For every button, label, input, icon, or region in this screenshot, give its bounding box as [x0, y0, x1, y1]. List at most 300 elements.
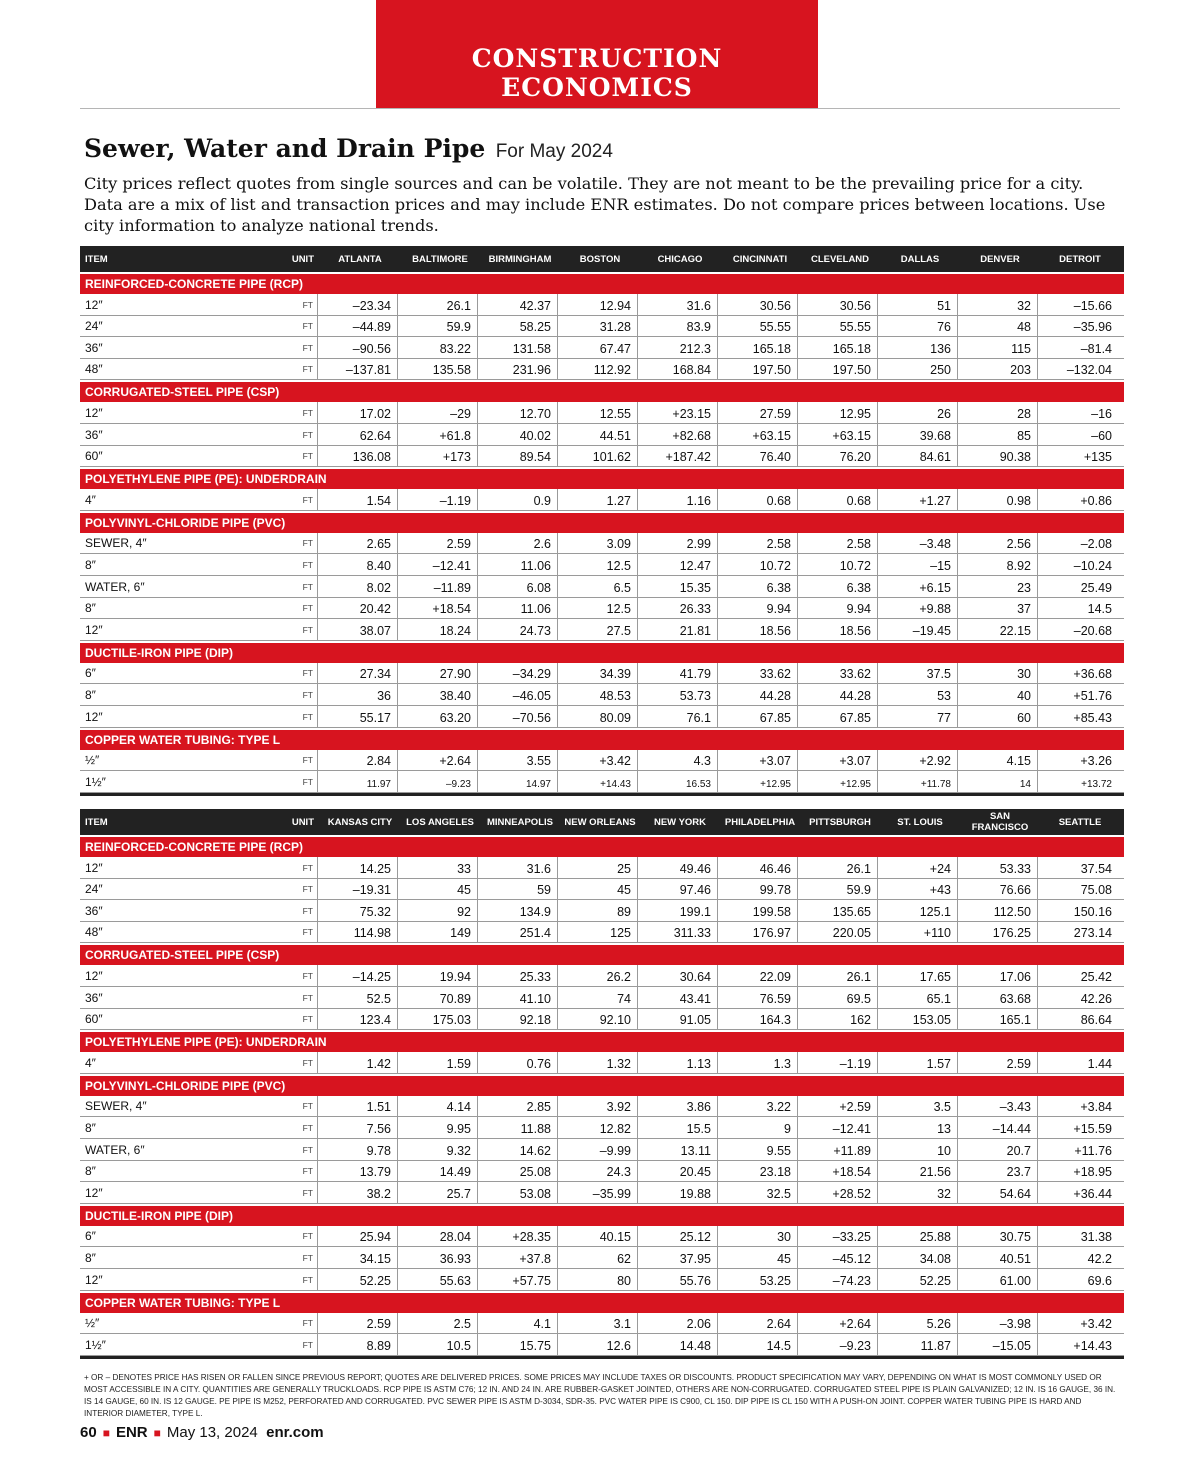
price-cell: 75.32 — [318, 900, 398, 921]
row-item: 8″ — [85, 687, 96, 702]
table-row — [80, 1139, 1124, 1161]
price-cell: 49.46 — [638, 857, 718, 878]
price-cell: 14.25 — [318, 857, 398, 878]
price-cell: 11.97 — [318, 771, 398, 792]
row-unit: FT — [280, 359, 318, 380]
price-cell: 9.55 — [718, 1139, 798, 1160]
price-cell: –1.19 — [398, 489, 478, 510]
price-cell: 19.94 — [398, 965, 478, 986]
price-cell: 65.1 — [878, 987, 958, 1008]
price-cell: 0.68 — [718, 489, 798, 510]
table-row — [80, 1009, 1124, 1031]
price-cell: 63.68 — [958, 987, 1038, 1008]
article-heading — [84, 134, 613, 163]
section-heading: COPPER WATER TUBING: TYPE L — [80, 1291, 1124, 1313]
price-cell: 175.03 — [398, 1009, 478, 1030]
price-cell: –15.66 — [1073, 298, 1112, 313]
price-cell: 12.6 — [558, 1334, 638, 1355]
price-cell: 59.9 — [798, 879, 878, 900]
price-cell: 23 — [958, 576, 1038, 597]
price-cell: 44.28 — [798, 684, 878, 705]
row-item: 1½″ — [85, 774, 106, 789]
price-cell: –3.48 — [878, 533, 958, 554]
price-cell: 76.20 — [798, 446, 878, 467]
header-city: PITTSBURGH — [809, 816, 871, 828]
price-cell: 12.82 — [558, 1117, 638, 1138]
price-cell: 1.13 — [638, 1052, 718, 1073]
price-cell: 115 — [958, 337, 1038, 358]
price-cell: 80.09 — [558, 706, 638, 727]
price-cell: 37.5 — [878, 663, 958, 684]
price-cell: +2.64 — [798, 1313, 878, 1334]
header-item: ITEM — [85, 253, 108, 265]
price-cell: –3.98 — [958, 1313, 1038, 1334]
price-cell: 24.73 — [478, 619, 558, 640]
price-cell: +57.75 — [478, 1269, 558, 1290]
table-row — [80, 1161, 1124, 1183]
table-row — [80, 489, 1124, 511]
price-cell: 199.1 — [638, 900, 718, 921]
price-cell: 33.62 — [718, 663, 798, 684]
price-cell: 123.4 — [318, 1009, 398, 1030]
row-unit: FT — [280, 750, 318, 771]
row-item: 4″ — [85, 492, 96, 507]
price-cell: +51.76 — [1073, 688, 1112, 703]
row-unit: FT — [280, 684, 318, 705]
row-item: 8″ — [85, 557, 96, 572]
price-cell: 20.42 — [318, 598, 398, 619]
price-cell: +110 — [878, 922, 958, 943]
price-cell: 28.04 — [398, 1226, 478, 1247]
price-cell: 84.61 — [878, 446, 958, 467]
price-cell: 10.5 — [398, 1334, 478, 1355]
price-cell: –9.23 — [798, 1334, 878, 1355]
table-end-rule — [80, 793, 1124, 796]
table-header-row — [80, 809, 1124, 835]
price-cell: 136.08 — [318, 446, 398, 467]
price-cell: 20.7 — [958, 1139, 1038, 1160]
price-cell: 162 — [798, 1009, 878, 1030]
price-cell: –35.96 — [1073, 320, 1112, 335]
price-cell: +43 — [878, 879, 958, 900]
row-item: 48″ — [85, 362, 103, 377]
price-cell: +3.07 — [798, 750, 878, 771]
row-item: 36″ — [85, 903, 103, 918]
price-cell: 3.5 — [878, 1096, 958, 1117]
price-cell: 12.47 — [638, 554, 718, 575]
row-item: 12″ — [85, 1185, 103, 1200]
header-city: NEW ORLEANS — [564, 816, 636, 828]
price-cell: –20.68 — [1073, 623, 1112, 638]
price-cell: –44.89 — [318, 316, 398, 337]
price-cell: 5.26 — [878, 1313, 958, 1334]
price-cell: 27.59 — [718, 402, 798, 423]
price-cell: +28.52 — [798, 1182, 878, 1203]
price-cell: 76.66 — [958, 879, 1038, 900]
price-cell: 17.02 — [318, 402, 398, 423]
price-cell: 212.3 — [638, 337, 718, 358]
price-cell: 22.15 — [958, 619, 1038, 640]
row-unit: FT — [280, 1247, 318, 1268]
header-city: BIRMINGHAM — [488, 253, 552, 265]
price-cell: +12.95 — [798, 771, 878, 792]
section-heading: REINFORCED-CONCRETE PIPE (RCP) — [80, 835, 1124, 857]
price-cell: 55.63 — [398, 1269, 478, 1290]
table-row — [80, 879, 1124, 901]
price-cell: 23.18 — [718, 1161, 798, 1182]
price-cell: 44.51 — [558, 424, 638, 445]
price-cell: 61.00 — [958, 1269, 1038, 1290]
price-cell: 92.18 — [478, 1009, 558, 1030]
row-item: 36″ — [85, 990, 103, 1005]
price-cell: 2.59 — [958, 1052, 1038, 1073]
price-cell: 3.22 — [718, 1096, 798, 1117]
price-cell: 164.3 — [718, 1009, 798, 1030]
price-cell: 67.47 — [558, 337, 638, 358]
price-cell: 45 — [398, 879, 478, 900]
price-cell: 10 — [878, 1139, 958, 1160]
header-city: ATLANTA — [338, 253, 382, 265]
table-row — [80, 533, 1124, 555]
row-item: SEWER, 4″ — [85, 1099, 147, 1114]
row-unit: FT — [280, 1052, 318, 1073]
row-item: 12″ — [85, 1272, 103, 1287]
footer-site: enr.com — [266, 1424, 324, 1441]
header-city: LOS ANGELES — [406, 816, 474, 828]
price-cell: –16 — [1091, 406, 1112, 421]
price-cell: 125 — [558, 922, 638, 943]
table-row — [80, 1269, 1124, 1291]
price-cell: 1.54 — [318, 489, 398, 510]
row-unit: FT — [280, 424, 318, 445]
price-cell: –12.41 — [798, 1117, 878, 1138]
price-cell: 51 — [878, 294, 958, 315]
row-item: ½″ — [85, 1316, 100, 1331]
price-cell: 76.40 — [718, 446, 798, 467]
price-cell: 63.20 — [398, 706, 478, 727]
price-cell: 4.1 — [478, 1313, 558, 1334]
price-cell: 53.25 — [718, 1269, 798, 1290]
price-cell: 114.98 — [318, 922, 398, 943]
price-cell: 1.44 — [1087, 1056, 1112, 1071]
row-item: 8″ — [85, 1120, 96, 1135]
row-unit: FT — [280, 337, 318, 358]
price-cell: 13 — [878, 1117, 958, 1138]
price-cell: +3.26 — [1080, 754, 1112, 769]
table-row — [80, 1182, 1124, 1204]
price-cell: +173 — [398, 446, 478, 467]
price-cell: 55.76 — [638, 1269, 718, 1290]
row-unit: FT — [280, 1139, 318, 1160]
price-cell: 231.96 — [478, 359, 558, 380]
row-unit: FT — [280, 598, 318, 619]
price-cell: 26.1 — [798, 965, 878, 986]
price-cell: 1.16 — [638, 489, 718, 510]
header-city: CINCINNATI — [732, 253, 788, 265]
table-row — [80, 1117, 1124, 1139]
price-cell: 176.25 — [958, 922, 1038, 943]
price-cell: 12.70 — [478, 402, 558, 423]
price-cell: 150.16 — [1073, 904, 1112, 919]
row-item: 8″ — [85, 1164, 96, 1179]
price-cell: 9.78 — [318, 1139, 398, 1160]
price-cell: +14.43 — [1073, 1338, 1112, 1353]
table-row — [80, 706, 1124, 728]
price-cell: 9.94 — [798, 598, 878, 619]
price-cell: –3.43 — [958, 1096, 1038, 1117]
price-cell: 8.89 — [318, 1334, 398, 1355]
price-cell: +11.89 — [798, 1139, 878, 1160]
price-cell: 34.08 — [878, 1247, 958, 1268]
price-cell: –11.89 — [398, 576, 478, 597]
table-row — [80, 771, 1124, 793]
price-cell: 2.58 — [718, 533, 798, 554]
price-cell: 76.1 — [638, 706, 718, 727]
price-cell: 26.2 — [558, 965, 638, 986]
price-cell: 273.14 — [1073, 926, 1112, 941]
row-unit: FT — [280, 402, 318, 423]
price-cell: 41.10 — [478, 987, 558, 1008]
price-cell: 60 — [958, 706, 1038, 727]
price-cell: 53.08 — [478, 1182, 558, 1203]
row-item: ½″ — [85, 753, 100, 768]
price-cell: 41.79 — [638, 663, 718, 684]
row-unit: FT — [280, 857, 318, 878]
price-cell: 3.55 — [478, 750, 558, 771]
price-cell: 52.25 — [878, 1269, 958, 1290]
price-cell: 25.12 — [638, 1226, 718, 1247]
price-cell: +2.64 — [398, 750, 478, 771]
price-cell: 165.18 — [718, 337, 798, 358]
price-cell: 25.49 — [1080, 580, 1112, 595]
table-row — [80, 424, 1124, 446]
section-heading: DUCTILE-IRON PIPE (DIP) — [80, 641, 1124, 663]
price-cell: 83.9 — [638, 316, 718, 337]
table-row — [80, 576, 1124, 598]
price-cell: 92 — [398, 900, 478, 921]
table-row — [80, 337, 1124, 359]
price-cell: 54.64 — [958, 1182, 1038, 1203]
price-cell: 19.88 — [638, 1182, 718, 1203]
price-cell: 0.9 — [478, 489, 558, 510]
price-cell: 18.56 — [718, 619, 798, 640]
row-unit: FT — [280, 1226, 318, 1247]
table-row — [80, 987, 1124, 1009]
price-cell: 55.55 — [718, 316, 798, 337]
price-cell: 165.18 — [798, 337, 878, 358]
table-row — [80, 1313, 1124, 1335]
price-cell: 18.56 — [798, 619, 878, 640]
price-cell: 2.6 — [478, 533, 558, 554]
row-item: 12″ — [85, 709, 103, 724]
price-cell: 4.3 — [638, 750, 718, 771]
header-city: DETROIT — [1059, 253, 1101, 265]
price-cell: +18.54 — [398, 598, 478, 619]
price-cell: 21.81 — [638, 619, 718, 640]
price-cell: 135.65 — [798, 900, 878, 921]
footer-brand: ENR — [115, 1424, 148, 1441]
table-row — [80, 1096, 1124, 1118]
price-cell: 1.51 — [318, 1096, 398, 1117]
price-cell: 80 — [558, 1269, 638, 1290]
price-cell: 14.62 — [478, 1139, 558, 1160]
price-cell: +82.68 — [638, 424, 718, 445]
row-item: 6″ — [85, 1229, 96, 1244]
intro-paragraph: City prices reflect quotes from single sources and can be volatile. They are not meant to be the prevailing price for a city. Data are a mix of list and transaction prices and may include ENR estimates. Do not compare prices between locations. Use city information to analyze national trends. — [84, 174, 1106, 235]
table-end-rule — [80, 1356, 1124, 1359]
price-cell: 18.24 — [398, 619, 478, 640]
price-cell: 13.11 — [638, 1139, 718, 1160]
price-cell: +11.78 — [878, 771, 958, 792]
price-cell: 12.94 — [558, 294, 638, 315]
price-cell: 27.90 — [398, 663, 478, 684]
price-cell: +18.95 — [1073, 1165, 1112, 1180]
price-cell: +11.76 — [1074, 1143, 1112, 1158]
row-item: SEWER, 4″ — [85, 536, 147, 551]
price-cell: –33.25 — [798, 1226, 878, 1247]
price-cell: 2.06 — [638, 1313, 718, 1334]
price-cell: 15.35 — [638, 576, 718, 597]
price-cell: 89 — [558, 900, 638, 921]
row-item: 12″ — [85, 968, 103, 983]
page-number: 60 — [80, 1424, 97, 1441]
price-cell: 1.27 — [558, 489, 638, 510]
price-cell: 69.6 — [1087, 1273, 1112, 1288]
table-row — [80, 1247, 1124, 1269]
header-city: BALTIMORE — [412, 253, 468, 265]
price-cell: +13.72 — [1081, 778, 1112, 790]
price-cell: 15.5 — [638, 1117, 718, 1138]
price-cell: 30.56 — [798, 294, 878, 315]
price-cell: 1.59 — [398, 1052, 478, 1073]
row-unit: FT — [280, 879, 318, 900]
price-cell: +23.15 — [638, 402, 718, 423]
price-cell: 14.5 — [718, 1334, 798, 1355]
price-table-2 — [80, 809, 1124, 1359]
price-cell: 20.45 — [638, 1161, 718, 1182]
row-unit: FT — [280, 533, 318, 554]
price-cell: 77 — [878, 706, 958, 727]
row-unit: FT — [280, 706, 318, 727]
price-cell: 11.06 — [478, 598, 558, 619]
header-unit: UNIT — [291, 253, 314, 265]
price-cell: 101.62 — [558, 446, 638, 467]
price-cell: +63.15 — [798, 424, 878, 445]
row-item: 1½″ — [85, 1337, 106, 1352]
price-cell: 1.42 — [318, 1052, 398, 1073]
row-unit: FT — [280, 1096, 318, 1117]
table-row — [80, 402, 1124, 424]
price-cell: +3.42 — [1080, 1317, 1112, 1332]
price-cell: 75.08 — [1080, 883, 1112, 898]
row-unit: FT — [280, 1334, 318, 1355]
price-cell: 59.9 — [398, 316, 478, 337]
price-cell: –1.19 — [798, 1052, 878, 1073]
price-cell: 17.06 — [958, 965, 1038, 986]
row-item: 12″ — [85, 297, 103, 312]
price-cell: +85.43 — [1073, 710, 1112, 725]
price-cell: 26.1 — [398, 294, 478, 315]
price-cell: 1.32 — [558, 1052, 638, 1073]
price-cell: 33 — [398, 857, 478, 878]
price-cell: 67.85 — [718, 706, 798, 727]
header-city: PHILADELPHIA — [724, 816, 796, 828]
price-cell: 2.84 — [318, 750, 398, 771]
square-bullet-icon: ■ — [102, 1426, 110, 1440]
price-cell: 2.58 — [798, 533, 878, 554]
footer-date: May 13, 2024 — [166, 1424, 258, 1441]
footnotes: + OR – DENOTES PRICE HAS RISEN OR FALLEN SINCE PREVIOUS REPORT; QUOTES ARE DELIVERED PRICES. SOME PRICES MAY INCLUDE TAXES OR DISCOUNTS. PRODUCT SPECIFICATION MAY VARY, DEPENDING ON WHAT IS MOST COMMONLY USED OR MOST ACCESSIBLE IN A CITY. QUANTITIES ARE GENERALLY TRUCKLOADS. RCP PIPE IS ASTM C76; 12 IN. AND 24 IN. ARE RUBBER-GASKET JOINTED, OTHERS ARE NON-CORRUGATED. CORRUGATED STEEL PIPE IS PLAIN GALVANIZED; 12 IN. IS 16 GAUGE, 36 IN. IS 14 GAUGE, 60 IN. IS 12 GAUGE. PE PIPE IS M252, PERFORATED AND CORRUGATED. PVC SEWER PIPE IS ASTM D-3034, SDR-35. PVC WATER PIPE IS C900, CL 150. DIP PIPE IS CL 150 WITH A PUSH-ON JOINT. COPPER WATER TUBING PIPE IS HARD AND INTERIOR DIAMETER, TYPE L. — [84, 1373, 1116, 1418]
price-cell: 38.07 — [318, 619, 398, 640]
price-cell: –70.56 — [478, 706, 558, 727]
price-cell: 31.6 — [478, 857, 558, 878]
price-cell: +2.92 — [878, 750, 958, 771]
header-city: CLEVELAND — [810, 253, 870, 265]
row-item: WATER, 6″ — [85, 1142, 145, 1157]
price-cell: 0.76 — [478, 1052, 558, 1073]
row-unit: FT — [280, 987, 318, 1008]
price-cell: +2.59 — [798, 1096, 878, 1117]
price-cell: –132.04 — [1066, 363, 1112, 378]
price-cell: +3.84 — [1080, 1100, 1112, 1115]
section-heading: POLYVINYL-CHLORIDE PIPE (PVC) — [80, 511, 1124, 533]
price-cell: 14 — [958, 771, 1038, 792]
price-cell: 0.68 — [798, 489, 878, 510]
row-unit: FT — [280, 489, 318, 510]
price-cell: 53.73 — [638, 684, 718, 705]
row-item: 24″ — [85, 319, 103, 334]
table-row — [80, 922, 1124, 944]
table-row — [80, 598, 1124, 620]
price-cell: 4.14 — [398, 1096, 478, 1117]
price-cell: 15.75 — [478, 1334, 558, 1355]
price-cell: 59 — [478, 879, 558, 900]
price-cell: 34.39 — [558, 663, 638, 684]
price-cell: 55.17 — [318, 706, 398, 727]
section-heading: CORRUGATED-STEEL PIPE (CSP) — [80, 380, 1124, 402]
price-cell: 52.25 — [318, 1269, 398, 1290]
header-city: CHICAGO — [657, 253, 703, 265]
price-cell: 83.22 — [398, 337, 478, 358]
price-cell: 28 — [958, 402, 1038, 423]
price-cell: 40.15 — [558, 1226, 638, 1247]
price-cell: –45.12 — [798, 1247, 878, 1268]
section-heading: POLYETHYLENE PIPE (PE): UNDERDRAIN — [80, 467, 1124, 489]
price-cell: 55.55 — [798, 316, 878, 337]
row-item: 36″ — [85, 427, 103, 442]
price-cell: 197.50 — [718, 359, 798, 380]
row-unit: FT — [280, 576, 318, 597]
price-cell: 37.95 — [638, 1247, 718, 1268]
price-cell: 2.64 — [718, 1313, 798, 1334]
header-city: SAN FRANCISCO — [971, 811, 1029, 833]
price-cell: +36.68 — [1073, 667, 1112, 682]
table-row — [80, 1052, 1124, 1074]
price-cell: 9.95 — [398, 1117, 478, 1138]
price-cell: 12.5 — [558, 598, 638, 619]
price-cell: 31.28 — [558, 316, 638, 337]
price-cell: 14.97 — [478, 771, 558, 792]
price-cell: –14.44 — [958, 1117, 1038, 1138]
table-header-row — [80, 246, 1124, 272]
price-cell: 8.40 — [318, 554, 398, 575]
price-cell: 135.58 — [398, 359, 478, 380]
price-cell: 17.65 — [878, 965, 958, 986]
price-cell: 33.62 — [798, 663, 878, 684]
table-row — [80, 663, 1124, 685]
price-cell: 32 — [878, 1182, 958, 1203]
table-row — [80, 619, 1124, 641]
